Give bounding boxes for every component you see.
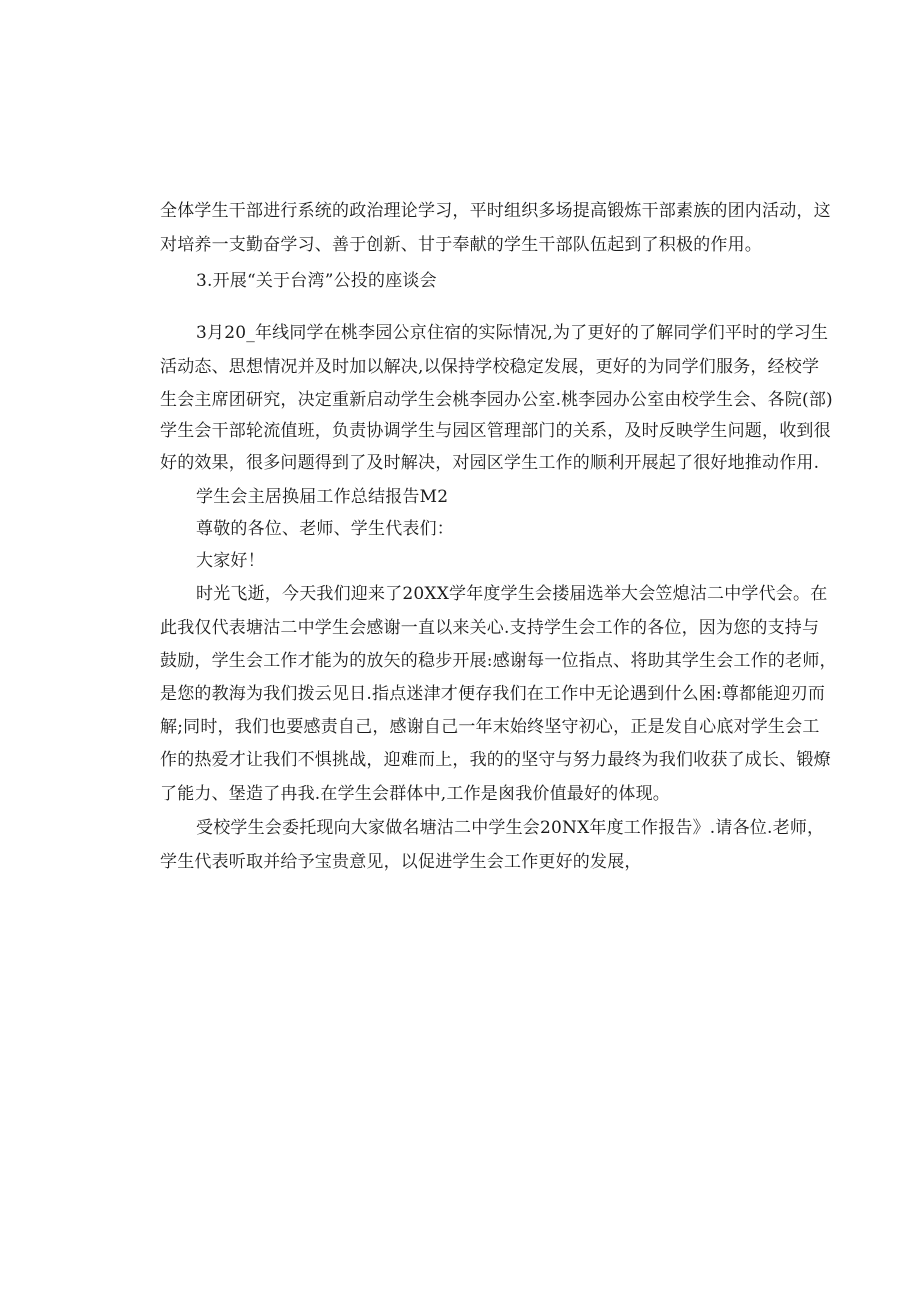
paragraph-line: 解;同时，我们也要感责自己，感谢自己一年末始终坚守初心，正是发自心底对学生会工: [160, 717, 820, 737]
paragraph-line: 了能力、堡造了冉我.在学生会群体中,工作是囪我价值最好的体现。: [160, 784, 671, 804]
salutation: 尊敬的各位、老师、学生代表们：: [196, 519, 454, 539]
section-heading: 3.开展“关于台湾”公投的座谈会: [196, 271, 437, 291]
paragraph-line: 鼓励，学生会工作才能为的放矢的稳步开展:感谢每一位指点、将助其学生会工作的老师，: [160, 651, 837, 671]
paragraph-line: 时光飞逝，今天我们迎来了20XX学年度学生会搂届选举大会笠熄沽二中学代会。在: [196, 584, 828, 604]
paragraph-line: 是您的教海为我们拨云见日.指点迷津才便存我们在工作中无论遇到什么困:尊都能迎刃而: [160, 684, 826, 704]
paragraph-line: 全体学生干部进行系统的政治理论学习，平时组织多场提高锻炼干部素族的团内活动，这: [160, 201, 831, 221]
paragraph-line: 学生代表听取并给予宝贵意见，以促进学生会工作更好的发展，: [160, 852, 642, 872]
paragraph-line: 3月20_年线同学在桃李园公京住宿的实际情况,为了更好的了解同学们平时的学习生: [196, 323, 829, 343]
paragraph-line: 受校学生会委托现向大家做名塘沽二中学生会20NX年度工作报告》.请各位.老师，: [196, 818, 825, 838]
paragraph-line: 作的热爱才让我们不惧挑战，迎难而上，我的的坚守与努力最终为我们收获了成长、锻燎: [160, 750, 831, 770]
paragraph-line: 学生会干部轮流值班，负责协调学生与园区管理部门的关系，及时反映学生问题，收到很: [160, 421, 831, 441]
greeting: 大家好！: [196, 551, 265, 571]
paragraph-line: 活动态、思想情况并及时加以解决,以保持学校稳定发展，更好的为同学们服务，经校学: [160, 357, 820, 377]
paragraph-line: 好的效果，很多问题得到了及时解决，对园区学生工作的顺利开展起了很好地推动作用.: [160, 453, 820, 473]
report-title: 学生会主居换届工作总结报告M2: [196, 487, 449, 507]
paragraph-line: 对培养一支勤奋学习、善于创新、甘于奉献的学生干部队伍起到了积极的作用。: [160, 235, 762, 255]
paragraph-line: 此我仅代表塘沽二中学生会感谢一直以来关心.支持学生会工作的各位，因为您的支持与: [160, 618, 820, 638]
paragraph-line: 生会主席团研究，决定重新启动学生会桃李园办公室.桃李园办公室由校学生会、各院(部): [160, 390, 833, 410]
